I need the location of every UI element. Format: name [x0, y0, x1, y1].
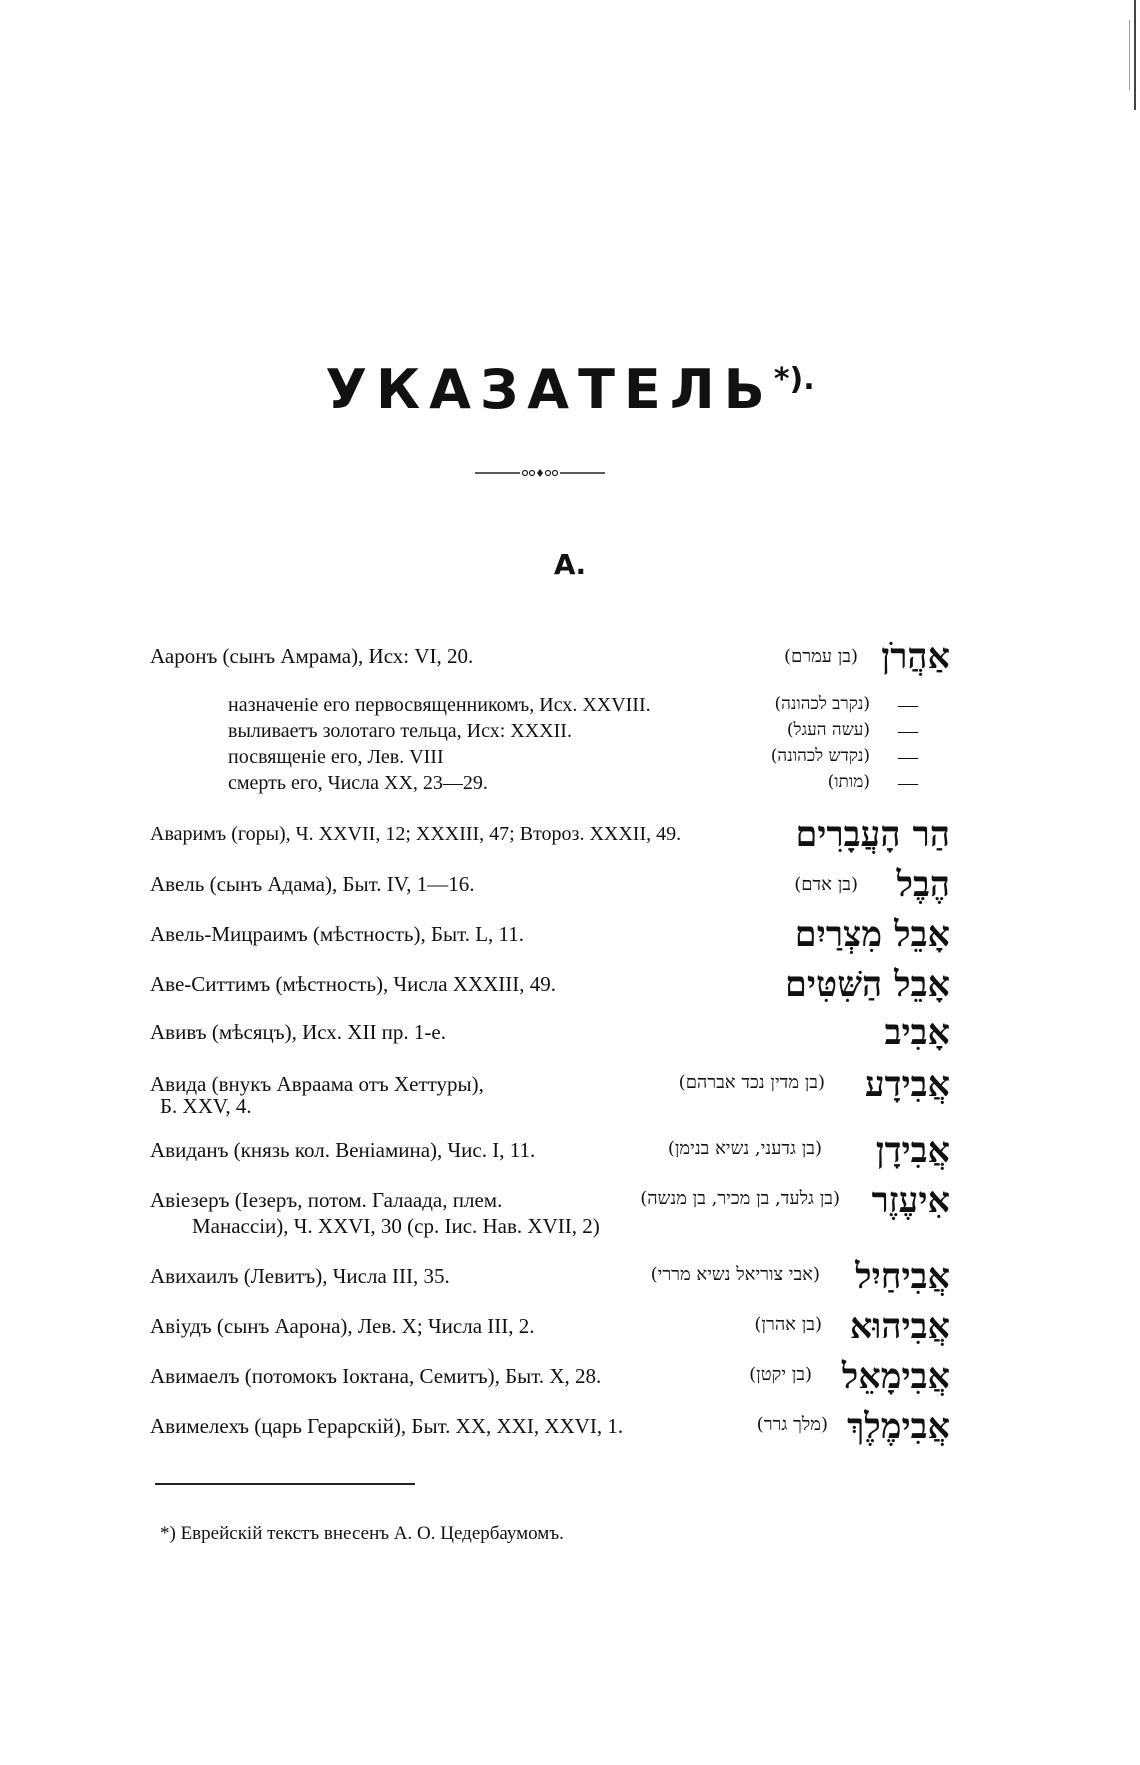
entry-russian-text: Аваримъ (горы), Ч. XXVII, 12; XXXIII, 47; Второз. XXXII, 49. — [150, 823, 682, 845]
entry-hebrew-headword: הַר הָעֲבָרִים — [795, 814, 950, 855]
subentry-dash: — — [898, 694, 918, 716]
index-entry-avimelech — [150, 1406, 950, 1456]
entry-russian-text: Авивъ (мѣсяцъ), Исх. XII пр. 1-е. — [150, 1020, 446, 1044]
index-entry-aaron — [150, 636, 950, 686]
entry-hebrew-headword: אָבֵל הַשִּׁטִּים — [785, 964, 950, 1005]
entry-hebrew-headword: אָבִיב — [884, 1012, 950, 1053]
title-ornament — [475, 467, 605, 479]
subentry-golden-calf — [228, 720, 918, 746]
entry-russian-text: Авіезеръ (Іезеръ, потом. Галаада, плем. — [150, 1188, 503, 1212]
subentry-dash: — — [898, 720, 918, 742]
entry-russian-text: Авимаелъ (потомокъ Іоктана, Семитъ), Быт. X, 28. — [150, 1364, 602, 1388]
subentry-russian-text: назначеніе его первосвященникомъ, Исх. XXVIII. — [228, 694, 651, 716]
index-entry-avida — [150, 1064, 950, 1132]
subentry-russian-text: смерть его, Числа XX, 23—29. — [228, 772, 488, 794]
title-footnote-mark: *). — [773, 362, 815, 397]
subentry-russian-text: посвященіе его, Лев. VIII — [228, 746, 444, 768]
index-entry-aviud — [150, 1306, 950, 1356]
entry-hebrew-note: (בן גלעד, בן מכיר, בן מנשה) — [640, 1188, 840, 1209]
entry-russian-text: Авель (сынъ Адама), Быт. IV, 1—16. — [150, 872, 475, 896]
entry-russian-text: Ааронъ (сынъ Амрама), Исх: VI, 20. — [150, 644, 474, 668]
entry-hebrew-headword: אַהֲרֹן — [881, 636, 950, 677]
index-entry-abel-shittim — [150, 964, 950, 1014]
entry-russian-continuation: Манассіи), Ч. XXVI, 30 (ср. Іис. Нав. XVII, 2) — [192, 1214, 600, 1238]
entry-russian-continuation: Б. XXV, 4. — [160, 1094, 252, 1118]
entry-russian-text: Авихаилъ (Левитъ), Числа III, 35. — [150, 1264, 450, 1288]
subentry-death — [228, 772, 918, 798]
subentry-hebrew-note: (עשה העגל) — [786, 720, 870, 740]
index-entry-avimael — [150, 1356, 950, 1406]
subentry-hebrew-note: (נקרב לכהונה) — [774, 694, 870, 714]
index-entry-avarim — [150, 814, 950, 864]
entry-hebrew-headword: אֲבִידָע — [864, 1064, 950, 1105]
title-text: УКАЗАТЕЛЬ — [325, 358, 774, 421]
entry-hebrew-note: (בן אדם) — [794, 874, 858, 895]
entry-russian-text: Авимелехъ (царь Герарскій), Быт. XX, XXI, XXVI, 1. — [150, 1414, 624, 1438]
subentry-russian-text: выливаетъ золотаго тельца, Исх: XXXII. — [228, 720, 572, 742]
entry-hebrew-headword: אֲבִימֶלֶךְ — [847, 1406, 950, 1447]
entry-russian-text: Авель-Мицраимъ (мѣстность), Быт. L, 11. — [150, 922, 525, 946]
entry-russian-text: Авіудъ (сынъ Аарона), Лев. X; Числа III, 2. — [150, 1314, 535, 1338]
index-entry-aviv — [150, 1012, 950, 1062]
entry-hebrew-headword: אָבֵל מִצְרַיִם — [794, 914, 950, 955]
entry-hebrew-note: (בן עמרם) — [784, 646, 858, 667]
subentry-dash: — — [898, 746, 918, 768]
index-entry-aviezer — [150, 1180, 950, 1248]
entry-russian-text: Аве-Ситтимъ (мѣстность), Числа XXXIII, 49. — [150, 972, 557, 996]
index-entry-abel — [150, 864, 950, 914]
entry-hebrew-note: (בן מדין נכד אברהם) — [678, 1072, 825, 1093]
entry-hebrew-headword: אֲבִיהוּא — [849, 1306, 950, 1347]
entry-hebrew-headword: אִיעֶזֶר — [871, 1180, 950, 1221]
entry-hebrew-headword: אֲבִידָן — [875, 1130, 950, 1171]
entry-hebrew-note: (בן גדעני, נשיא בנימן) — [667, 1138, 822, 1159]
section-letter-a: А. — [553, 548, 587, 581]
index-entry-avidan — [150, 1130, 950, 1180]
entry-hebrew-headword: הֶבֶל — [896, 864, 950, 905]
page-edge-mark — [1134, 0, 1136, 110]
footnote-divider — [155, 1483, 415, 1485]
subentry-hebrew-note: (מותו) — [827, 772, 870, 792]
subentry-consecration — [228, 746, 918, 772]
entry-russian-text: Авида (внукъ Авраама отъ Хеттуры), — [150, 1072, 484, 1096]
entry-hebrew-note: (בן אהרן) — [754, 1314, 822, 1335]
index-entry-avihail — [150, 1256, 950, 1306]
page-edge-mark-secondary — [1129, 20, 1130, 90]
entry-hebrew-note: (בן יקטן) — [749, 1364, 812, 1385]
entry-hebrew-headword: אֲבִימָאֵל — [841, 1356, 950, 1397]
footnote-text: *) Еврейскій текстъ внесенъ А. О. Цедербаумомъ. — [160, 1523, 564, 1544]
entry-russian-text: Авиданъ (князь кол. Веніамина), Чис. I, 11. — [150, 1138, 536, 1162]
entry-hebrew-headword: אֲבִיחַיִל — [855, 1256, 950, 1297]
subentry-hebrew-note: (נקדש לכהונה) — [770, 746, 870, 766]
entry-hebrew-note: (מלך גרר) — [756, 1414, 828, 1435]
entry-hebrew-note: (אבי צוריאל נשיא מררי) — [650, 1264, 820, 1285]
subentry-dash: — — [898, 772, 918, 794]
index-entry-abel-mizraim — [150, 914, 950, 964]
page-title — [0, 358, 1140, 421]
subentry-appointment — [228, 694, 918, 720]
